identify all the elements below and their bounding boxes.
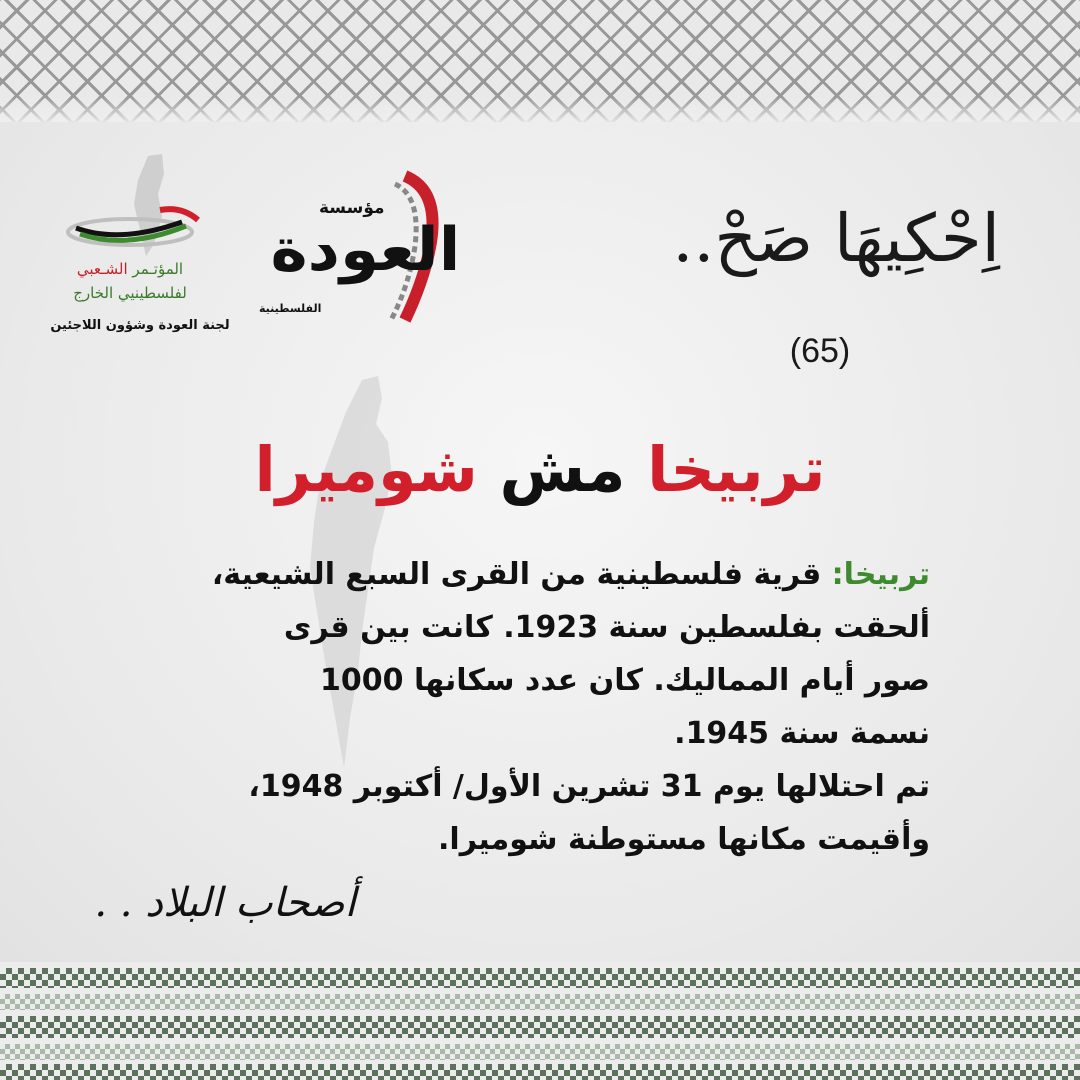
title-middle: مش: [499, 433, 626, 506]
headline: اِحْكِيهَا صَحْ..: [672, 200, 1000, 277]
institution-name-main: العودة: [270, 215, 461, 285]
institution-logo: [255, 170, 461, 340]
body-text: [158, 548, 930, 866]
title-settlement: شوميرا: [254, 433, 478, 506]
body-line-6: وأقيمت مكانها مستوطنة شوميرا.: [438, 822, 930, 857]
conference-name-line1: المؤتـمر الشـعبي: [76, 260, 184, 278]
signature: أصحاب البلاد . .: [94, 880, 356, 926]
body-label: تربيخا:: [831, 557, 930, 592]
institution-name-top: مؤسسة: [319, 198, 385, 218]
institution-name-sub: الفلسطينية: [259, 302, 322, 315]
conference-committee-name: لجنة العودة وشؤون اللاجئين: [50, 318, 230, 333]
issue-number: (65): [789, 332, 851, 370]
title-village: تربيخا: [647, 433, 826, 506]
conference-logo: [30, 150, 250, 350]
body-line-3: صور أيام المماليك. كان عدد سكانها 1000: [320, 663, 930, 698]
body-line-1: تربيخا: قرية فلسطينية من القرى السبع الشيعية،: [211, 557, 930, 592]
body-line-5: تم احتلالها يوم 31 تشرين الأول/ أكتوبر 1948،: [248, 769, 930, 804]
conference-name-line2: لفلسطينيي الخارج: [73, 284, 187, 302]
body-line-4: نسمة سنة 1945.: [674, 716, 930, 751]
post-title: [180, 430, 900, 511]
conference-logo-icon: [50, 150, 210, 260]
embroidery-border-bottom: [0, 962, 1080, 1080]
body-line-2: ألحقت بفلسطين سنة 1923. كانت بين قرى: [283, 610, 930, 645]
conference-name-accent: الشـعبي: [76, 260, 128, 278]
